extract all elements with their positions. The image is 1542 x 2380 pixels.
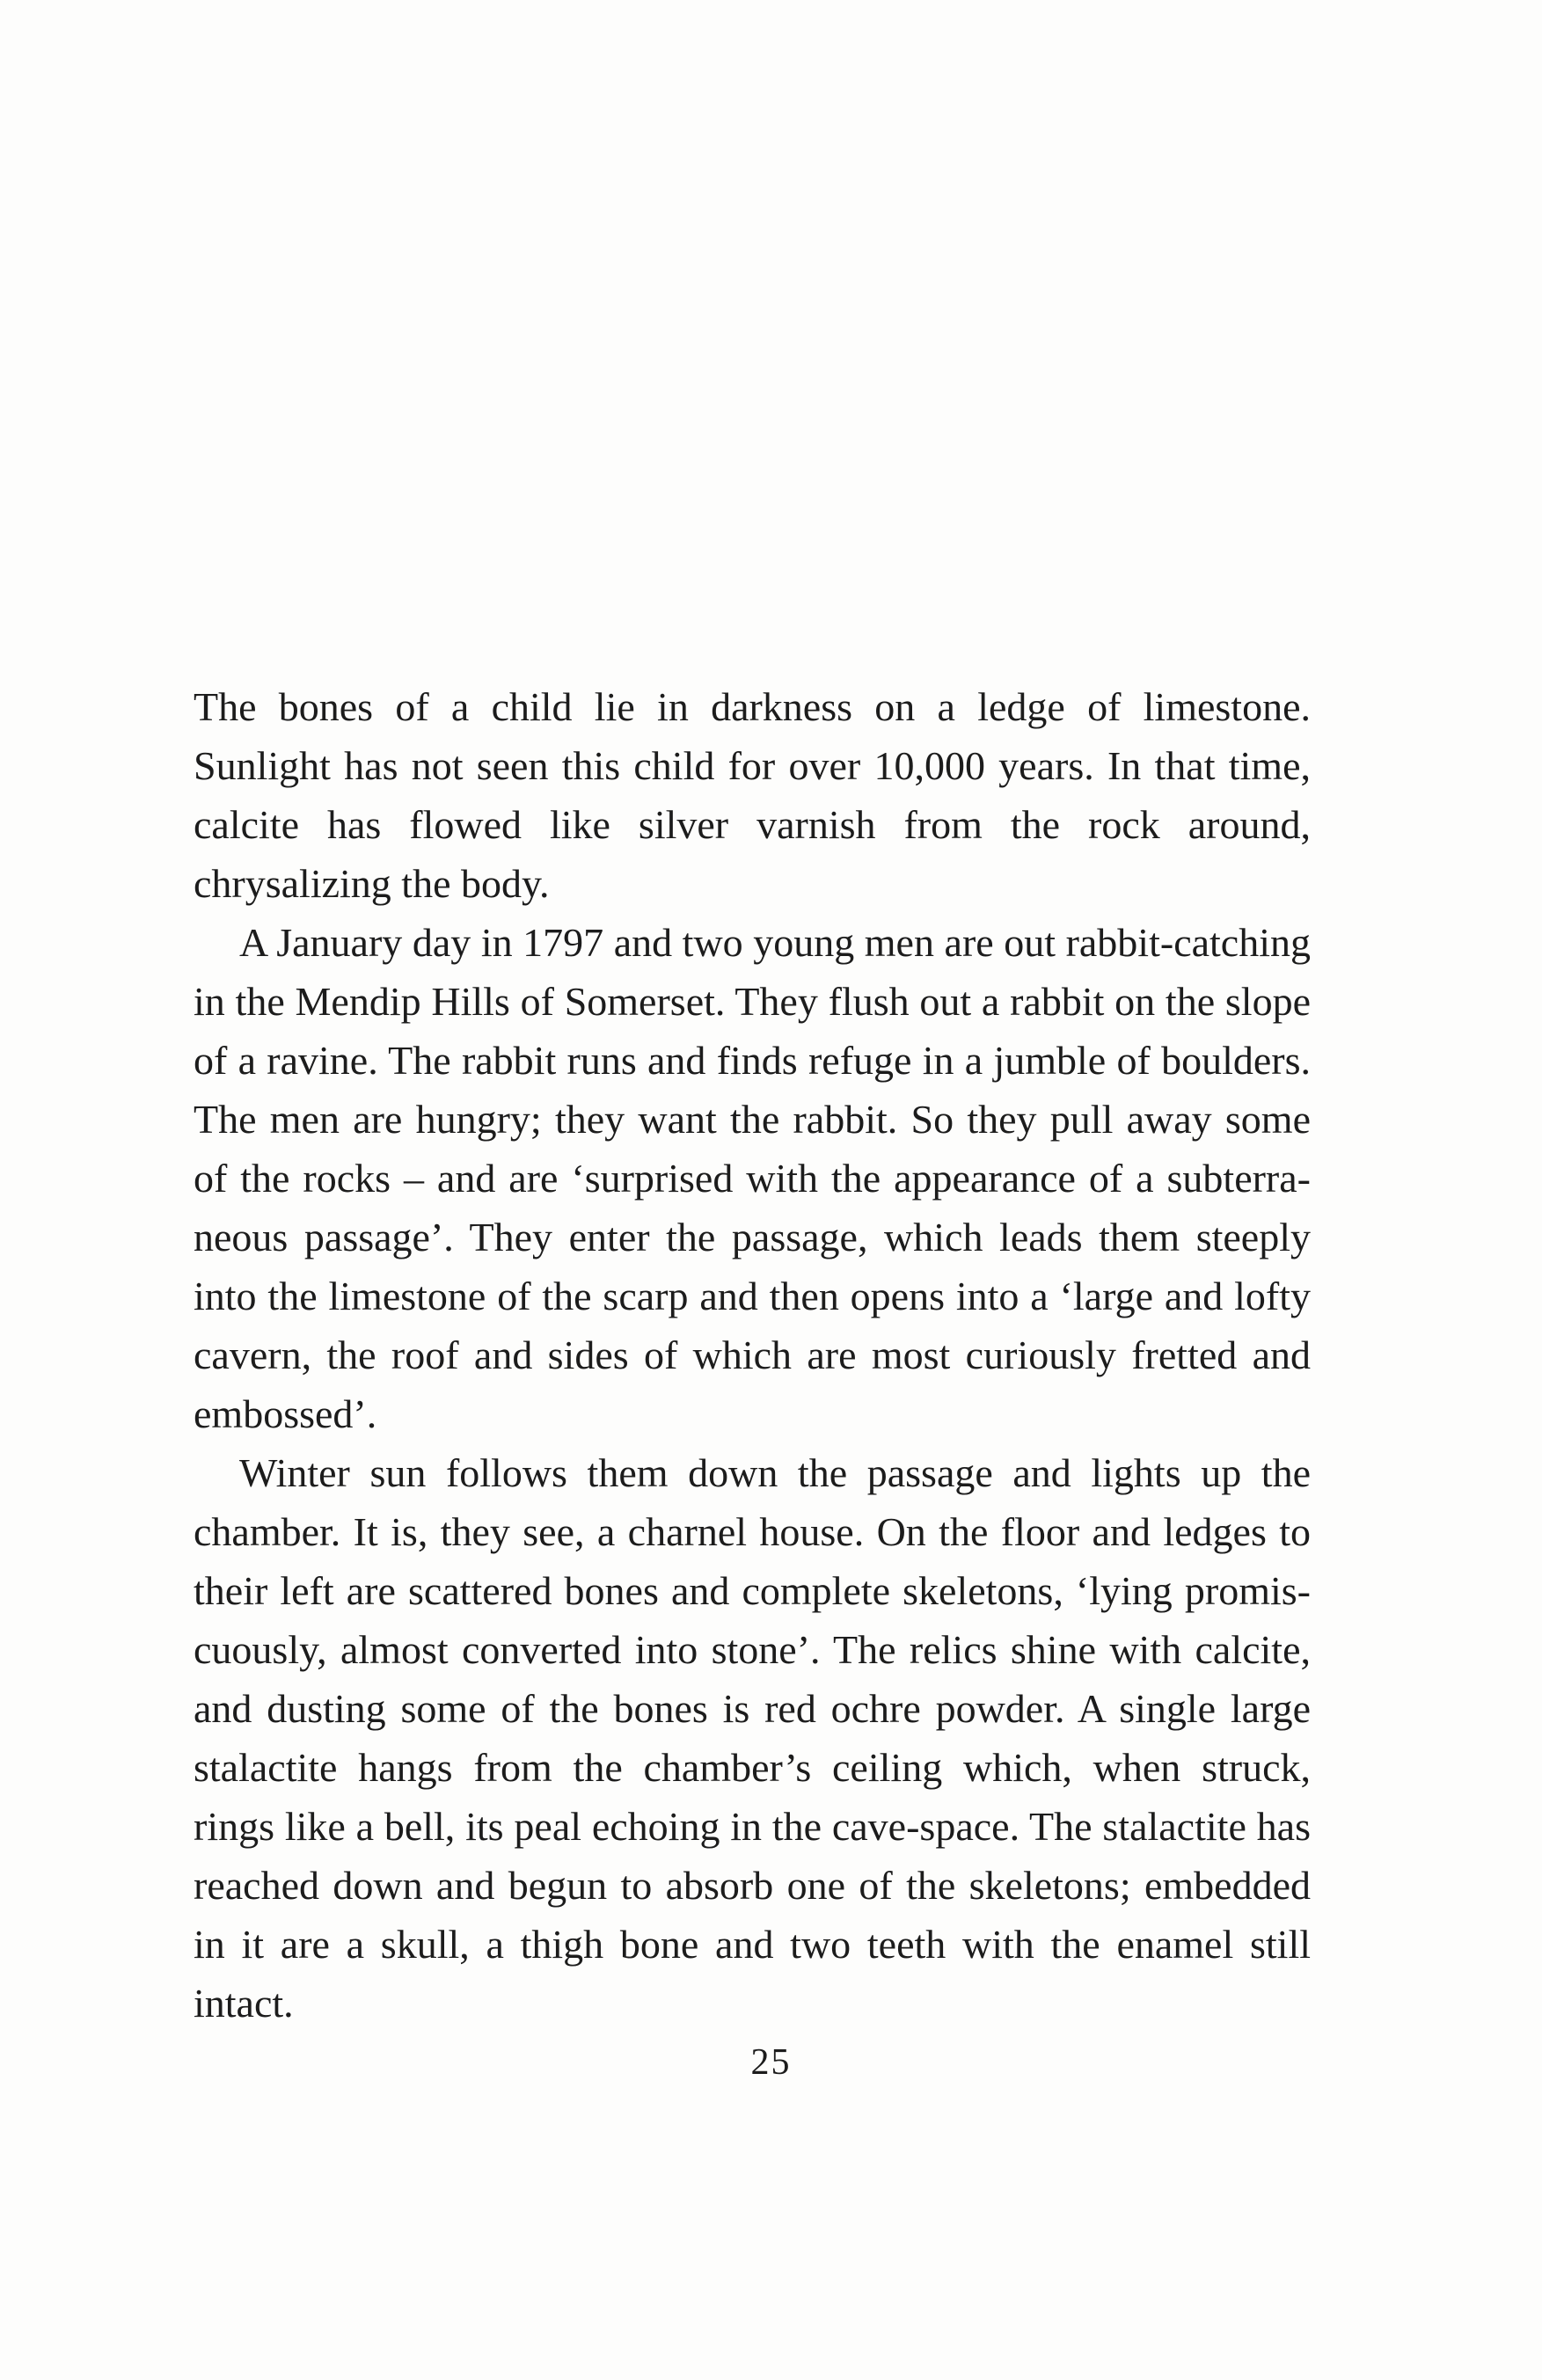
- paragraph-1: The bones of a child lie in darkness on a ledge of limestone. Sunlight has not seen this child for over 10,000 years. In that time, calcite has flowed like silver varnish from the rock around, chrysalizing the body.: [194, 684, 1311, 906]
- body-text: [194, 677, 1311, 2033]
- paragraph-3: Winter sun follows them down the passage and lights up the chamber. It is, they see, a charnel house. On the floor and ledges to their left are scattered bones and complete skeletons, ‘lying promiscuously, almost converted into stone’. The relics shine with calcite, and dusting some of the bones is red ochre powder. A single large stalactite hangs from the chamber’s ceiling which, when struck, rings like a bell, its peal echoing in the cave-space. The stalactite has reached down and begun to absorb one of the skeletons; embedded in it are a skull, a thigh bone and two teeth with the enamel still intact.: [194, 1450, 1311, 2026]
- page-number: 25: [750, 2042, 792, 2083]
- paragraph-2: A January day in 1797 and two young men are out rabbit-catching in the Mendip Hills of Somerset. They flush out a rabbit on the slope of a ravine. The rabbit runs and finds refuge in a jumble of boulders. The men are hungry; they want the rabbit. So they pull away some of the rocks – and are ‘surprised with the appearance of a subterraneous passage’. They enter the passage, which leads them steeply into the limestone of the scarp and then opens into a ‘large and lofty cavern, the roof and sides of which are most curiously fretted and embossed’.: [194, 920, 1311, 1436]
